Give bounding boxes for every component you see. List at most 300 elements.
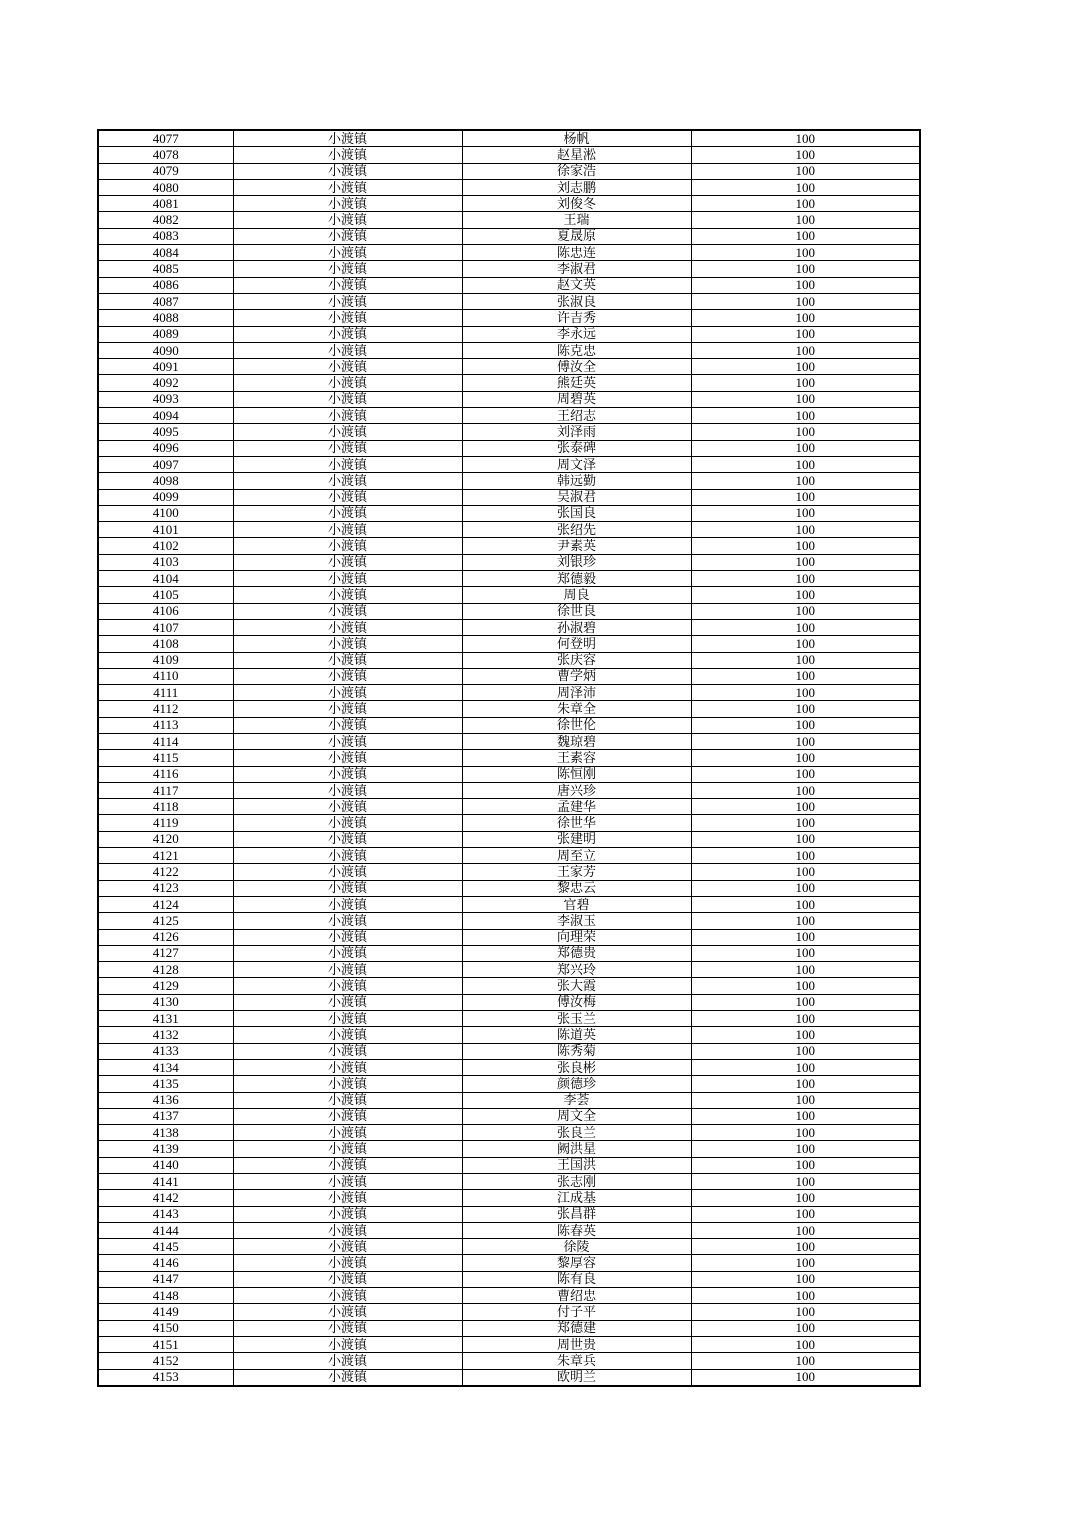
name-cell: 郑德毅 bbox=[462, 571, 691, 587]
town-cell: 小渡镇 bbox=[233, 1288, 462, 1304]
row-number-cell: 4084 bbox=[98, 245, 233, 261]
row-number-cell: 4116 bbox=[98, 766, 233, 782]
town-cell: 小渡镇 bbox=[233, 310, 462, 326]
name-cell: 尹素英 bbox=[462, 538, 691, 554]
name-cell: 熊廷英 bbox=[462, 375, 691, 391]
row-number-cell: 4078 bbox=[98, 147, 233, 163]
row-number-cell: 4128 bbox=[98, 962, 233, 978]
table-row bbox=[98, 293, 920, 309]
row-number-cell: 4122 bbox=[98, 864, 233, 880]
row-number-cell: 4150 bbox=[98, 1320, 233, 1336]
amount-cell: 100 bbox=[691, 815, 920, 831]
table-row bbox=[98, 147, 920, 163]
town-cell: 小渡镇 bbox=[233, 326, 462, 342]
amount-cell: 100 bbox=[691, 163, 920, 179]
name-cell: 陈恒刚 bbox=[462, 766, 691, 782]
row-number-cell: 4114 bbox=[98, 733, 233, 749]
name-cell: 徐世良 bbox=[462, 603, 691, 619]
name-cell: 曹绍忠 bbox=[462, 1288, 691, 1304]
row-number-cell: 4131 bbox=[98, 1011, 233, 1027]
row-number-cell: 4132 bbox=[98, 1027, 233, 1043]
amount-cell: 100 bbox=[691, 782, 920, 798]
town-cell: 小渡镇 bbox=[233, 1239, 462, 1255]
amount-cell: 100 bbox=[691, 424, 920, 440]
amount-cell: 100 bbox=[691, 293, 920, 309]
name-cell: 张国良 bbox=[462, 505, 691, 521]
name-cell: 徐世伦 bbox=[462, 717, 691, 733]
town-cell: 小渡镇 bbox=[233, 130, 462, 147]
town-cell: 小渡镇 bbox=[233, 1222, 462, 1238]
name-cell: 陈有良 bbox=[462, 1271, 691, 1287]
town-cell: 小渡镇 bbox=[233, 538, 462, 554]
amount-cell: 100 bbox=[691, 456, 920, 472]
name-cell: 王瑞 bbox=[462, 212, 691, 228]
table-row bbox=[98, 342, 920, 358]
amount-cell: 100 bbox=[691, 913, 920, 929]
town-cell: 小渡镇 bbox=[233, 1255, 462, 1271]
table-row bbox=[98, 945, 920, 961]
amount-cell: 100 bbox=[691, 636, 920, 652]
town-cell: 小渡镇 bbox=[233, 1092, 462, 1108]
town-cell: 小渡镇 bbox=[233, 1304, 462, 1320]
table-row bbox=[98, 636, 920, 652]
town-cell: 小渡镇 bbox=[233, 359, 462, 375]
table-row bbox=[98, 1125, 920, 1141]
table-row bbox=[98, 1076, 920, 1092]
town-cell: 小渡镇 bbox=[233, 945, 462, 961]
name-cell: 颜德珍 bbox=[462, 1076, 691, 1092]
table-row bbox=[98, 701, 920, 717]
table-row bbox=[98, 1288, 920, 1304]
row-number-cell: 4129 bbox=[98, 978, 233, 994]
row-number-cell: 4153 bbox=[98, 1369, 233, 1386]
name-cell: 魏琼碧 bbox=[462, 733, 691, 749]
row-number-cell: 4144 bbox=[98, 1222, 233, 1238]
name-cell: 官碧 bbox=[462, 896, 691, 912]
name-cell: 张志刚 bbox=[462, 1174, 691, 1190]
table-row bbox=[98, 1027, 920, 1043]
town-cell: 小渡镇 bbox=[233, 1157, 462, 1173]
table-row bbox=[98, 310, 920, 326]
town-cell: 小渡镇 bbox=[233, 978, 462, 994]
name-cell: 周碧英 bbox=[462, 391, 691, 407]
name-cell: 刘志鹏 bbox=[462, 179, 691, 195]
amount-cell: 100 bbox=[691, 1027, 920, 1043]
name-cell: 欧明兰 bbox=[462, 1369, 691, 1386]
row-number-cell: 4123 bbox=[98, 880, 233, 896]
amount-cell: 100 bbox=[691, 375, 920, 391]
row-number-cell: 4134 bbox=[98, 1059, 233, 1075]
amount-cell: 100 bbox=[691, 962, 920, 978]
name-cell: 朱章全 bbox=[462, 701, 691, 717]
table-row bbox=[98, 929, 920, 945]
row-number-cell: 4106 bbox=[98, 603, 233, 619]
amount-cell: 100 bbox=[691, 261, 920, 277]
table-row bbox=[98, 1369, 920, 1386]
amount-cell: 100 bbox=[691, 489, 920, 505]
name-cell: 徐家浩 bbox=[462, 163, 691, 179]
town-cell: 小渡镇 bbox=[233, 1206, 462, 1222]
table-row bbox=[98, 179, 920, 195]
amount-cell: 100 bbox=[691, 326, 920, 342]
row-number-cell: 4127 bbox=[98, 945, 233, 961]
amount-cell: 100 bbox=[691, 799, 920, 815]
table-row bbox=[98, 1271, 920, 1287]
amount-cell: 100 bbox=[691, 505, 920, 521]
row-number-cell: 4124 bbox=[98, 896, 233, 912]
row-number-cell: 4137 bbox=[98, 1108, 233, 1124]
name-cell: 周文泽 bbox=[462, 456, 691, 472]
town-cell: 小渡镇 bbox=[233, 1125, 462, 1141]
name-cell: 徐陵 bbox=[462, 1239, 691, 1255]
table-row bbox=[98, 864, 920, 880]
name-cell: 张泰碑 bbox=[462, 440, 691, 456]
town-cell: 小渡镇 bbox=[233, 1043, 462, 1059]
row-number-cell: 4094 bbox=[98, 408, 233, 424]
amount-cell: 100 bbox=[691, 1206, 920, 1222]
table-row bbox=[98, 554, 920, 570]
table-row bbox=[98, 685, 920, 701]
amount-cell: 100 bbox=[691, 1125, 920, 1141]
name-cell: 李淑玉 bbox=[462, 913, 691, 929]
town-cell: 小渡镇 bbox=[233, 1190, 462, 1206]
name-cell: 刘银珍 bbox=[462, 554, 691, 570]
table-row bbox=[98, 424, 920, 440]
name-cell: 朱章兵 bbox=[462, 1353, 691, 1369]
amount-cell: 100 bbox=[691, 228, 920, 244]
town-cell: 小渡镇 bbox=[233, 196, 462, 212]
name-cell: 郑德贵 bbox=[462, 945, 691, 961]
table-row bbox=[98, 163, 920, 179]
row-number-cell: 4146 bbox=[98, 1255, 233, 1271]
row-number-cell: 4083 bbox=[98, 228, 233, 244]
amount-cell: 100 bbox=[691, 1369, 920, 1386]
row-number-cell: 4085 bbox=[98, 261, 233, 277]
amount-cell: 100 bbox=[691, 880, 920, 896]
town-cell: 小渡镇 bbox=[233, 896, 462, 912]
row-number-cell: 4080 bbox=[98, 179, 233, 195]
table-row bbox=[98, 440, 920, 456]
name-cell: 张绍先 bbox=[462, 522, 691, 538]
town-cell: 小渡镇 bbox=[233, 636, 462, 652]
amount-cell: 100 bbox=[691, 1288, 920, 1304]
amount-cell: 100 bbox=[691, 1336, 920, 1352]
row-number-cell: 4121 bbox=[98, 848, 233, 864]
name-cell: 陈道英 bbox=[462, 1027, 691, 1043]
table-body bbox=[98, 130, 920, 1386]
amount-cell: 100 bbox=[691, 652, 920, 668]
row-number-cell: 4095 bbox=[98, 424, 233, 440]
table-row bbox=[98, 815, 920, 831]
town-cell: 小渡镇 bbox=[233, 342, 462, 358]
amount-cell: 100 bbox=[691, 1353, 920, 1369]
row-number-cell: 4079 bbox=[98, 163, 233, 179]
name-cell: 王绍志 bbox=[462, 408, 691, 424]
name-cell: 陈忠连 bbox=[462, 245, 691, 261]
name-cell: 张庆容 bbox=[462, 652, 691, 668]
table-row bbox=[98, 668, 920, 684]
name-cell: 傅汝梅 bbox=[462, 994, 691, 1010]
amount-cell: 100 bbox=[691, 619, 920, 635]
amount-cell: 100 bbox=[691, 1239, 920, 1255]
table-row bbox=[98, 717, 920, 733]
town-cell: 小渡镇 bbox=[233, 505, 462, 521]
town-cell: 小渡镇 bbox=[233, 1369, 462, 1386]
name-cell: 孙淑碧 bbox=[462, 619, 691, 635]
row-number-cell: 4099 bbox=[98, 489, 233, 505]
town-cell: 小渡镇 bbox=[233, 1027, 462, 1043]
row-number-cell: 4135 bbox=[98, 1076, 233, 1092]
amount-cell: 100 bbox=[691, 994, 920, 1010]
town-cell: 小渡镇 bbox=[233, 571, 462, 587]
table-row bbox=[98, 750, 920, 766]
amount-cell: 100 bbox=[691, 1076, 920, 1092]
town-cell: 小渡镇 bbox=[233, 685, 462, 701]
row-number-cell: 4107 bbox=[98, 619, 233, 635]
row-number-cell: 4147 bbox=[98, 1271, 233, 1287]
name-cell: 周至立 bbox=[462, 848, 691, 864]
town-cell: 小渡镇 bbox=[233, 1059, 462, 1075]
table-row bbox=[98, 505, 920, 521]
name-cell: 赵星淞 bbox=[462, 147, 691, 163]
amount-cell: 100 bbox=[691, 571, 920, 587]
row-number-cell: 4152 bbox=[98, 1353, 233, 1369]
town-cell: 小渡镇 bbox=[233, 179, 462, 195]
amount-cell: 100 bbox=[691, 130, 920, 147]
table-row bbox=[98, 1206, 920, 1222]
amount-cell: 100 bbox=[691, 310, 920, 326]
table-row bbox=[98, 375, 920, 391]
row-number-cell: 4145 bbox=[98, 1239, 233, 1255]
row-number-cell: 4082 bbox=[98, 212, 233, 228]
town-cell: 小渡镇 bbox=[233, 163, 462, 179]
town-cell: 小渡镇 bbox=[233, 261, 462, 277]
amount-cell: 100 bbox=[691, 147, 920, 163]
table-row bbox=[98, 1320, 920, 1336]
table-row bbox=[98, 1336, 920, 1352]
name-cell: 周良 bbox=[462, 587, 691, 603]
row-number-cell: 4118 bbox=[98, 799, 233, 815]
row-number-cell: 4089 bbox=[98, 326, 233, 342]
table-row bbox=[98, 326, 920, 342]
name-cell: 张良兰 bbox=[462, 1125, 691, 1141]
table-row bbox=[98, 766, 920, 782]
row-number-cell: 4098 bbox=[98, 473, 233, 489]
name-cell: 曹学炳 bbox=[462, 668, 691, 684]
row-number-cell: 4142 bbox=[98, 1190, 233, 1206]
name-cell: 许吉秀 bbox=[462, 310, 691, 326]
town-cell: 小渡镇 bbox=[233, 1353, 462, 1369]
row-number-cell: 4086 bbox=[98, 277, 233, 293]
town-cell: 小渡镇 bbox=[233, 1336, 462, 1352]
amount-cell: 100 bbox=[691, 538, 920, 554]
name-cell: 付子平 bbox=[462, 1304, 691, 1320]
name-cell: 陈秀菊 bbox=[462, 1043, 691, 1059]
row-number-cell: 4125 bbox=[98, 913, 233, 929]
town-cell: 小渡镇 bbox=[233, 1076, 462, 1092]
table-row bbox=[98, 473, 920, 489]
row-number-cell: 4108 bbox=[98, 636, 233, 652]
town-cell: 小渡镇 bbox=[233, 1011, 462, 1027]
table-row bbox=[98, 1141, 920, 1157]
table-row bbox=[98, 1255, 920, 1271]
row-number-cell: 4115 bbox=[98, 750, 233, 766]
town-cell: 小渡镇 bbox=[233, 652, 462, 668]
table-row bbox=[98, 880, 920, 896]
name-cell: 徐世华 bbox=[462, 815, 691, 831]
town-cell: 小渡镇 bbox=[233, 766, 462, 782]
amount-cell: 100 bbox=[691, 929, 920, 945]
row-number-cell: 4119 bbox=[98, 815, 233, 831]
row-number-cell: 4110 bbox=[98, 668, 233, 684]
amount-cell: 100 bbox=[691, 1320, 920, 1336]
table-row bbox=[98, 978, 920, 994]
town-cell: 小渡镇 bbox=[233, 831, 462, 847]
amount-cell: 100 bbox=[691, 212, 920, 228]
table-row bbox=[98, 1043, 920, 1059]
name-cell: 向理荣 bbox=[462, 929, 691, 945]
table-row bbox=[98, 1239, 920, 1255]
row-number-cell: 4120 bbox=[98, 831, 233, 847]
town-cell: 小渡镇 bbox=[233, 1174, 462, 1190]
row-number-cell: 4093 bbox=[98, 391, 233, 407]
town-cell: 小渡镇 bbox=[233, 701, 462, 717]
row-number-cell: 4149 bbox=[98, 1304, 233, 1320]
town-cell: 小渡镇 bbox=[233, 668, 462, 684]
amount-cell: 100 bbox=[691, 196, 920, 212]
town-cell: 小渡镇 bbox=[233, 228, 462, 244]
town-cell: 小渡镇 bbox=[233, 799, 462, 815]
amount-cell: 100 bbox=[691, 179, 920, 195]
table-row bbox=[98, 799, 920, 815]
name-cell: 郑兴玲 bbox=[462, 962, 691, 978]
town-cell: 小渡镇 bbox=[233, 962, 462, 978]
name-cell: 周泽沛 bbox=[462, 685, 691, 701]
table-row bbox=[98, 571, 920, 587]
row-number-cell: 4151 bbox=[98, 1336, 233, 1352]
table-row bbox=[98, 587, 920, 603]
name-cell: 陈克忠 bbox=[462, 342, 691, 358]
row-number-cell: 4097 bbox=[98, 456, 233, 472]
town-cell: 小渡镇 bbox=[233, 1141, 462, 1157]
town-cell: 小渡镇 bbox=[233, 147, 462, 163]
town-cell: 小渡镇 bbox=[233, 929, 462, 945]
table-row bbox=[98, 733, 920, 749]
amount-cell: 100 bbox=[691, 603, 920, 619]
amount-cell: 100 bbox=[691, 848, 920, 864]
row-number-cell: 4117 bbox=[98, 782, 233, 798]
table-row bbox=[98, 130, 920, 147]
row-number-cell: 4105 bbox=[98, 587, 233, 603]
amount-cell: 100 bbox=[691, 440, 920, 456]
table-row bbox=[98, 1108, 920, 1124]
town-cell: 小渡镇 bbox=[233, 815, 462, 831]
amount-cell: 100 bbox=[691, 1059, 920, 1075]
row-number-cell: 4081 bbox=[98, 196, 233, 212]
town-cell: 小渡镇 bbox=[233, 554, 462, 570]
name-cell: 王素容 bbox=[462, 750, 691, 766]
table-row bbox=[98, 831, 920, 847]
town-cell: 小渡镇 bbox=[233, 1320, 462, 1336]
row-number-cell: 4092 bbox=[98, 375, 233, 391]
amount-cell: 100 bbox=[691, 1271, 920, 1287]
town-cell: 小渡镇 bbox=[233, 848, 462, 864]
amount-cell: 100 bbox=[691, 277, 920, 293]
table-row bbox=[98, 277, 920, 293]
table-row bbox=[98, 782, 920, 798]
town-cell: 小渡镇 bbox=[233, 391, 462, 407]
name-cell: 郑德建 bbox=[462, 1320, 691, 1336]
name-cell: 张良彬 bbox=[462, 1059, 691, 1075]
table-row bbox=[98, 538, 920, 554]
amount-cell: 100 bbox=[691, 733, 920, 749]
row-number-cell: 4141 bbox=[98, 1174, 233, 1190]
name-cell: 黎忠云 bbox=[462, 880, 691, 896]
name-cell: 周文全 bbox=[462, 1108, 691, 1124]
name-cell: 夏晟原 bbox=[462, 228, 691, 244]
amount-cell: 100 bbox=[691, 864, 920, 880]
name-cell: 刘泽雨 bbox=[462, 424, 691, 440]
amount-cell: 100 bbox=[691, 1174, 920, 1190]
name-cell: 张昌群 bbox=[462, 1206, 691, 1222]
table-row bbox=[98, 359, 920, 375]
town-cell: 小渡镇 bbox=[233, 603, 462, 619]
row-number-cell: 4104 bbox=[98, 571, 233, 587]
amount-cell: 100 bbox=[691, 1141, 920, 1157]
name-cell: 张玉兰 bbox=[462, 1011, 691, 1027]
amount-cell: 100 bbox=[691, 587, 920, 603]
table-row bbox=[98, 1011, 920, 1027]
name-cell: 黎厚容 bbox=[462, 1255, 691, 1271]
row-number-cell: 4140 bbox=[98, 1157, 233, 1173]
town-cell: 小渡镇 bbox=[233, 1108, 462, 1124]
name-cell: 周世贵 bbox=[462, 1336, 691, 1352]
amount-cell: 100 bbox=[691, 245, 920, 261]
row-number-cell: 4143 bbox=[98, 1206, 233, 1222]
table-row bbox=[98, 1157, 920, 1173]
amount-cell: 100 bbox=[691, 831, 920, 847]
name-cell: 陈春英 bbox=[462, 1222, 691, 1238]
row-number-cell: 4130 bbox=[98, 994, 233, 1010]
row-number-cell: 4136 bbox=[98, 1092, 233, 1108]
table-row bbox=[98, 391, 920, 407]
town-cell: 小渡镇 bbox=[233, 424, 462, 440]
row-number-cell: 4113 bbox=[98, 717, 233, 733]
town-cell: 小渡镇 bbox=[233, 489, 462, 505]
table-row bbox=[98, 962, 920, 978]
name-cell: 赵文英 bbox=[462, 277, 691, 293]
town-cell: 小渡镇 bbox=[233, 750, 462, 766]
amount-cell: 100 bbox=[691, 473, 920, 489]
amount-cell: 100 bbox=[691, 717, 920, 733]
amount-cell: 100 bbox=[691, 1157, 920, 1173]
amount-cell: 100 bbox=[691, 1304, 920, 1320]
table-row bbox=[98, 1190, 920, 1206]
row-number-cell: 4139 bbox=[98, 1141, 233, 1157]
amount-cell: 100 bbox=[691, 1108, 920, 1124]
amount-cell: 100 bbox=[691, 668, 920, 684]
table-row bbox=[98, 196, 920, 212]
name-cell: 李荟 bbox=[462, 1092, 691, 1108]
table-row bbox=[98, 1353, 920, 1369]
town-cell: 小渡镇 bbox=[233, 440, 462, 456]
amount-cell: 100 bbox=[691, 1043, 920, 1059]
town-cell: 小渡镇 bbox=[233, 880, 462, 896]
name-cell: 刘俊冬 bbox=[462, 196, 691, 212]
amount-cell: 100 bbox=[691, 685, 920, 701]
name-cell: 何登明 bbox=[462, 636, 691, 652]
table-row bbox=[98, 522, 920, 538]
